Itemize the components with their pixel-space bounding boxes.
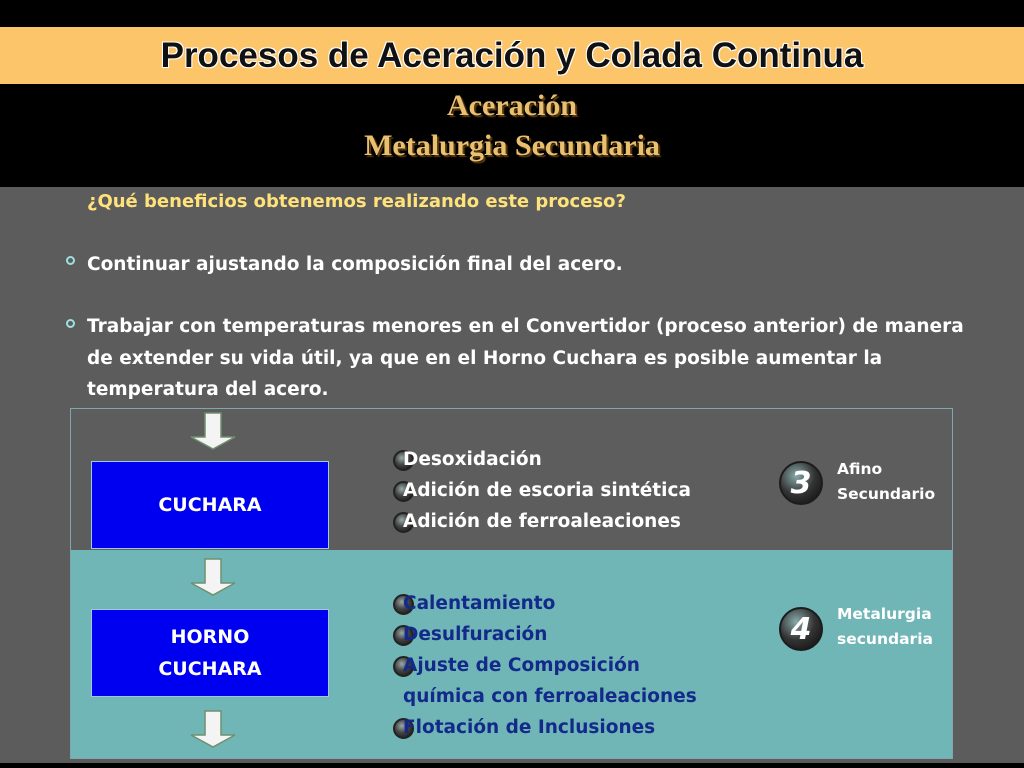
slide-title: Procesos de Aceración y Colada Continua (160, 35, 864, 75)
stage-3-label-line-1: Afino (837, 460, 883, 478)
stage-4-item-4: Flotación de Inclusiones (403, 717, 656, 738)
bottom-strip (0, 763, 1024, 768)
question-heading: ¿Qué beneficios obtenemos realizando este proceso? (87, 191, 626, 212)
content-area (0, 187, 1024, 763)
stage-4-number-badge: 4 (779, 607, 823, 651)
stage-3-item-1: Desoxidación (403, 449, 542, 470)
stage-3-number-badge: 3 (779, 461, 823, 505)
stage-4-label-line-2: secundaria (837, 630, 933, 648)
bullet-circle-icon (66, 256, 75, 265)
horno-cuchara-box-line-1: HORNO (170, 626, 250, 648)
stage-3-label-line-2: Secundario (837, 485, 936, 503)
down-arrow-icon (189, 709, 239, 749)
stage-4-item-1: Calentamiento (403, 593, 556, 614)
process-diagram (70, 408, 953, 759)
stage-4-label (837, 602, 933, 652)
horno-cuchara-box-line-2: CUCHARA (158, 658, 262, 680)
cuchara-box (91, 461, 329, 549)
stage-3-item-3: Adición de ferroaleaciones (403, 511, 681, 532)
stage-3-item-2: Adición de escoria sintética (403, 480, 691, 501)
stage-4-item-3-cont: química con ferroaleaciones (403, 686, 697, 707)
stage-4-item-3: Ajuste de Composición (403, 655, 640, 676)
subtitle-line-1: Aceración (447, 89, 577, 122)
title-bar (0, 27, 1024, 84)
subtitle-line-2: Metalurgia Secundaria (364, 129, 660, 162)
stage-4-item-2: Desulfuración (403, 624, 548, 645)
down-arrow-icon (189, 411, 239, 451)
stage-3-label (837, 457, 935, 507)
cuchara-box-label: CUCHARA (158, 494, 262, 516)
bullet-item-2: Trabajar con temperaturas menores en el Convertidor (proceso anterior) de manera de extender su vida útil, ya que en el Horno Cuchara es posible aumentar la temperatura del acero. (87, 316, 964, 400)
bullet-circle-icon (66, 319, 75, 328)
slide-subtitle (0, 86, 1024, 166)
stage-4-label-line-1: Metalurgia (837, 605, 932, 623)
horno-cuchara-box (91, 609, 329, 697)
down-arrow-icon (189, 557, 239, 597)
bullet-item-1: Continuar ajustando la composición final del acero. (87, 254, 623, 275)
